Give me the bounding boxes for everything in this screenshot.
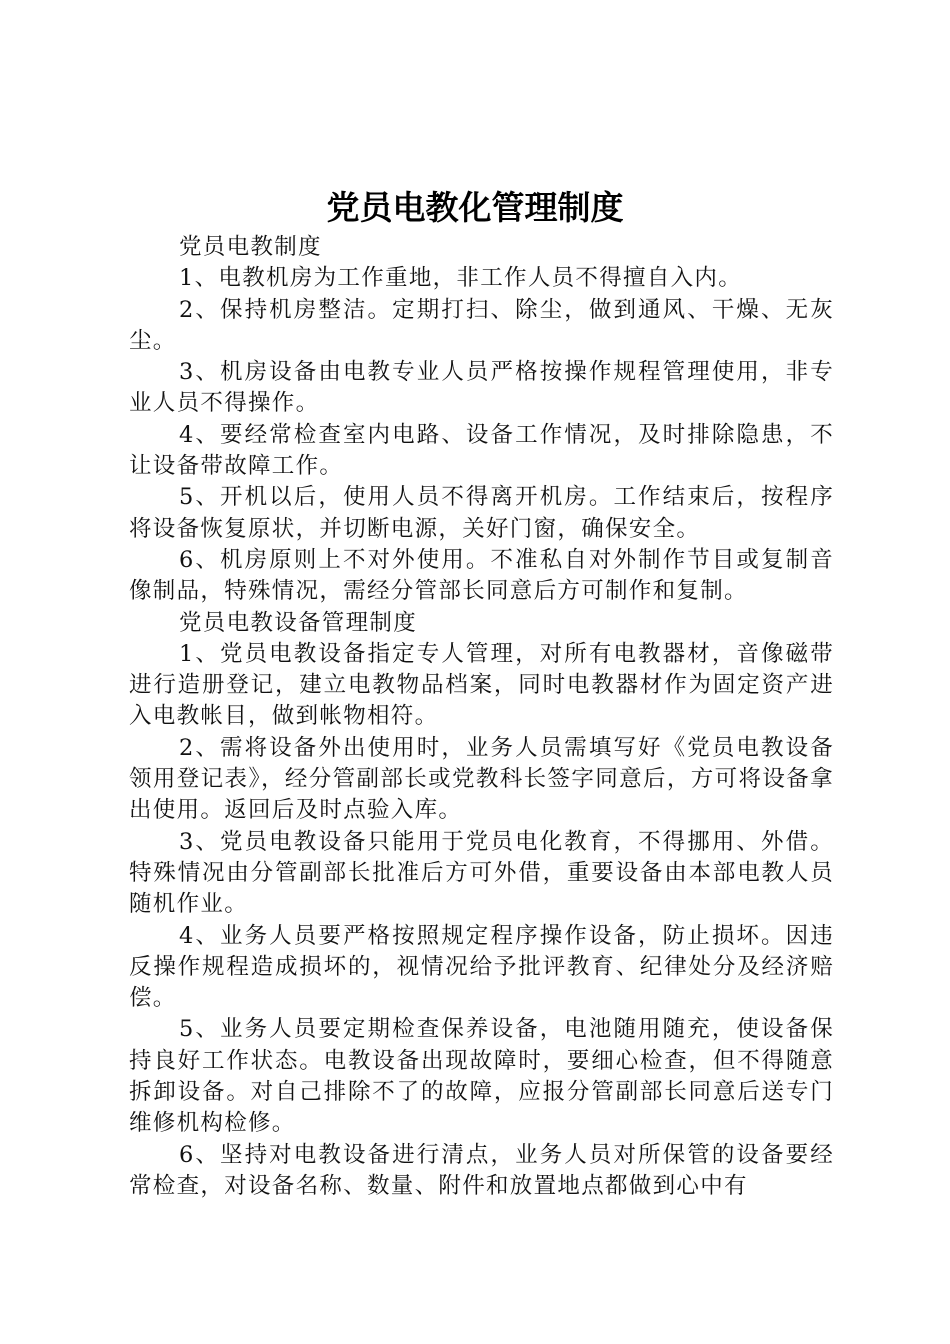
document-body (129, 232, 834, 1202)
paragraph: 5、开机以后，使用人员不得离开机房。工作结束后，按程序将设备恢复原状，并切断电源，关好门窗，确保安全。 (129, 484, 834, 542)
paragraph: 1、电教机房为工作重地，非工作人员不得擅自入内。 (179, 265, 743, 292)
paragraph: 5、业务人员要定期检查保养设备，电池随用随充，使设备保持良好工作状态。电教设备出现故障时，要细心检查，但不得随意拆卸设备。对自己排除不了的故障，应报分管副部长同意后送专门维修机构检修。 (129, 1016, 834, 1137)
paragraph: 6、机房原则上不对外使用。不准私自对外制作节目或复制音像制品，特殊情况，需经分管部长同意后方可制作和复制。 (129, 546, 834, 605)
paragraph: 2、保持机房整洁。定期打扫、除尘，做到通风、干燥、无灰尘。 (129, 296, 834, 354)
paragraph: 4、业务人员要严格按照规定程序操作设备，防止损坏。因违反操作规程造成损坏的，视情况给予批评教育、纪律处分及经济赔偿。 (129, 922, 834, 1012)
document-title: 党员电教化管理制度 (326, 188, 624, 227)
paragraph: 3、党员电教设备只能用于党员电化教育，不得挪用、外借。特殊情况由分管副部长批准后方可外借，重要设备由本部电教人员随机作业。 (129, 828, 834, 918)
paragraph: 3、机房设备由电教专业人员严格按操作规程管理使用，非专业人员不得操作。 (129, 359, 834, 417)
paragraph: 1、党员电教设备指定专人管理，对所有电教器材，音像磁带进行造册登记，建立电教物品档案，同时电教器材作为固定资产进入电教帐目，做到帐物相符。 (129, 640, 834, 730)
section-heading-electronic-education: 党员电教制度 (179, 234, 322, 260)
section-heading-equipment-management: 党员电教设备管理制度 (179, 609, 418, 636)
paragraph: 2、需将设备外出使用时，业务人员需填写好《党员电教设备领用登记表》，经分管副部长或党教科长签字同意后，方可将设备拿出使用。返回后及时点验入库。 (129, 734, 834, 824)
paragraph: 6、坚持对电教设备进行清点，业务人员对所保管的设备要经常检查，对设备名称、数量、附件和放置地点都做到心中有 (129, 1141, 834, 1199)
paragraph: 4、要经常检查室内电路、设备工作情况，及时排除隐患，不让设备带故障工作。 (129, 421, 834, 480)
